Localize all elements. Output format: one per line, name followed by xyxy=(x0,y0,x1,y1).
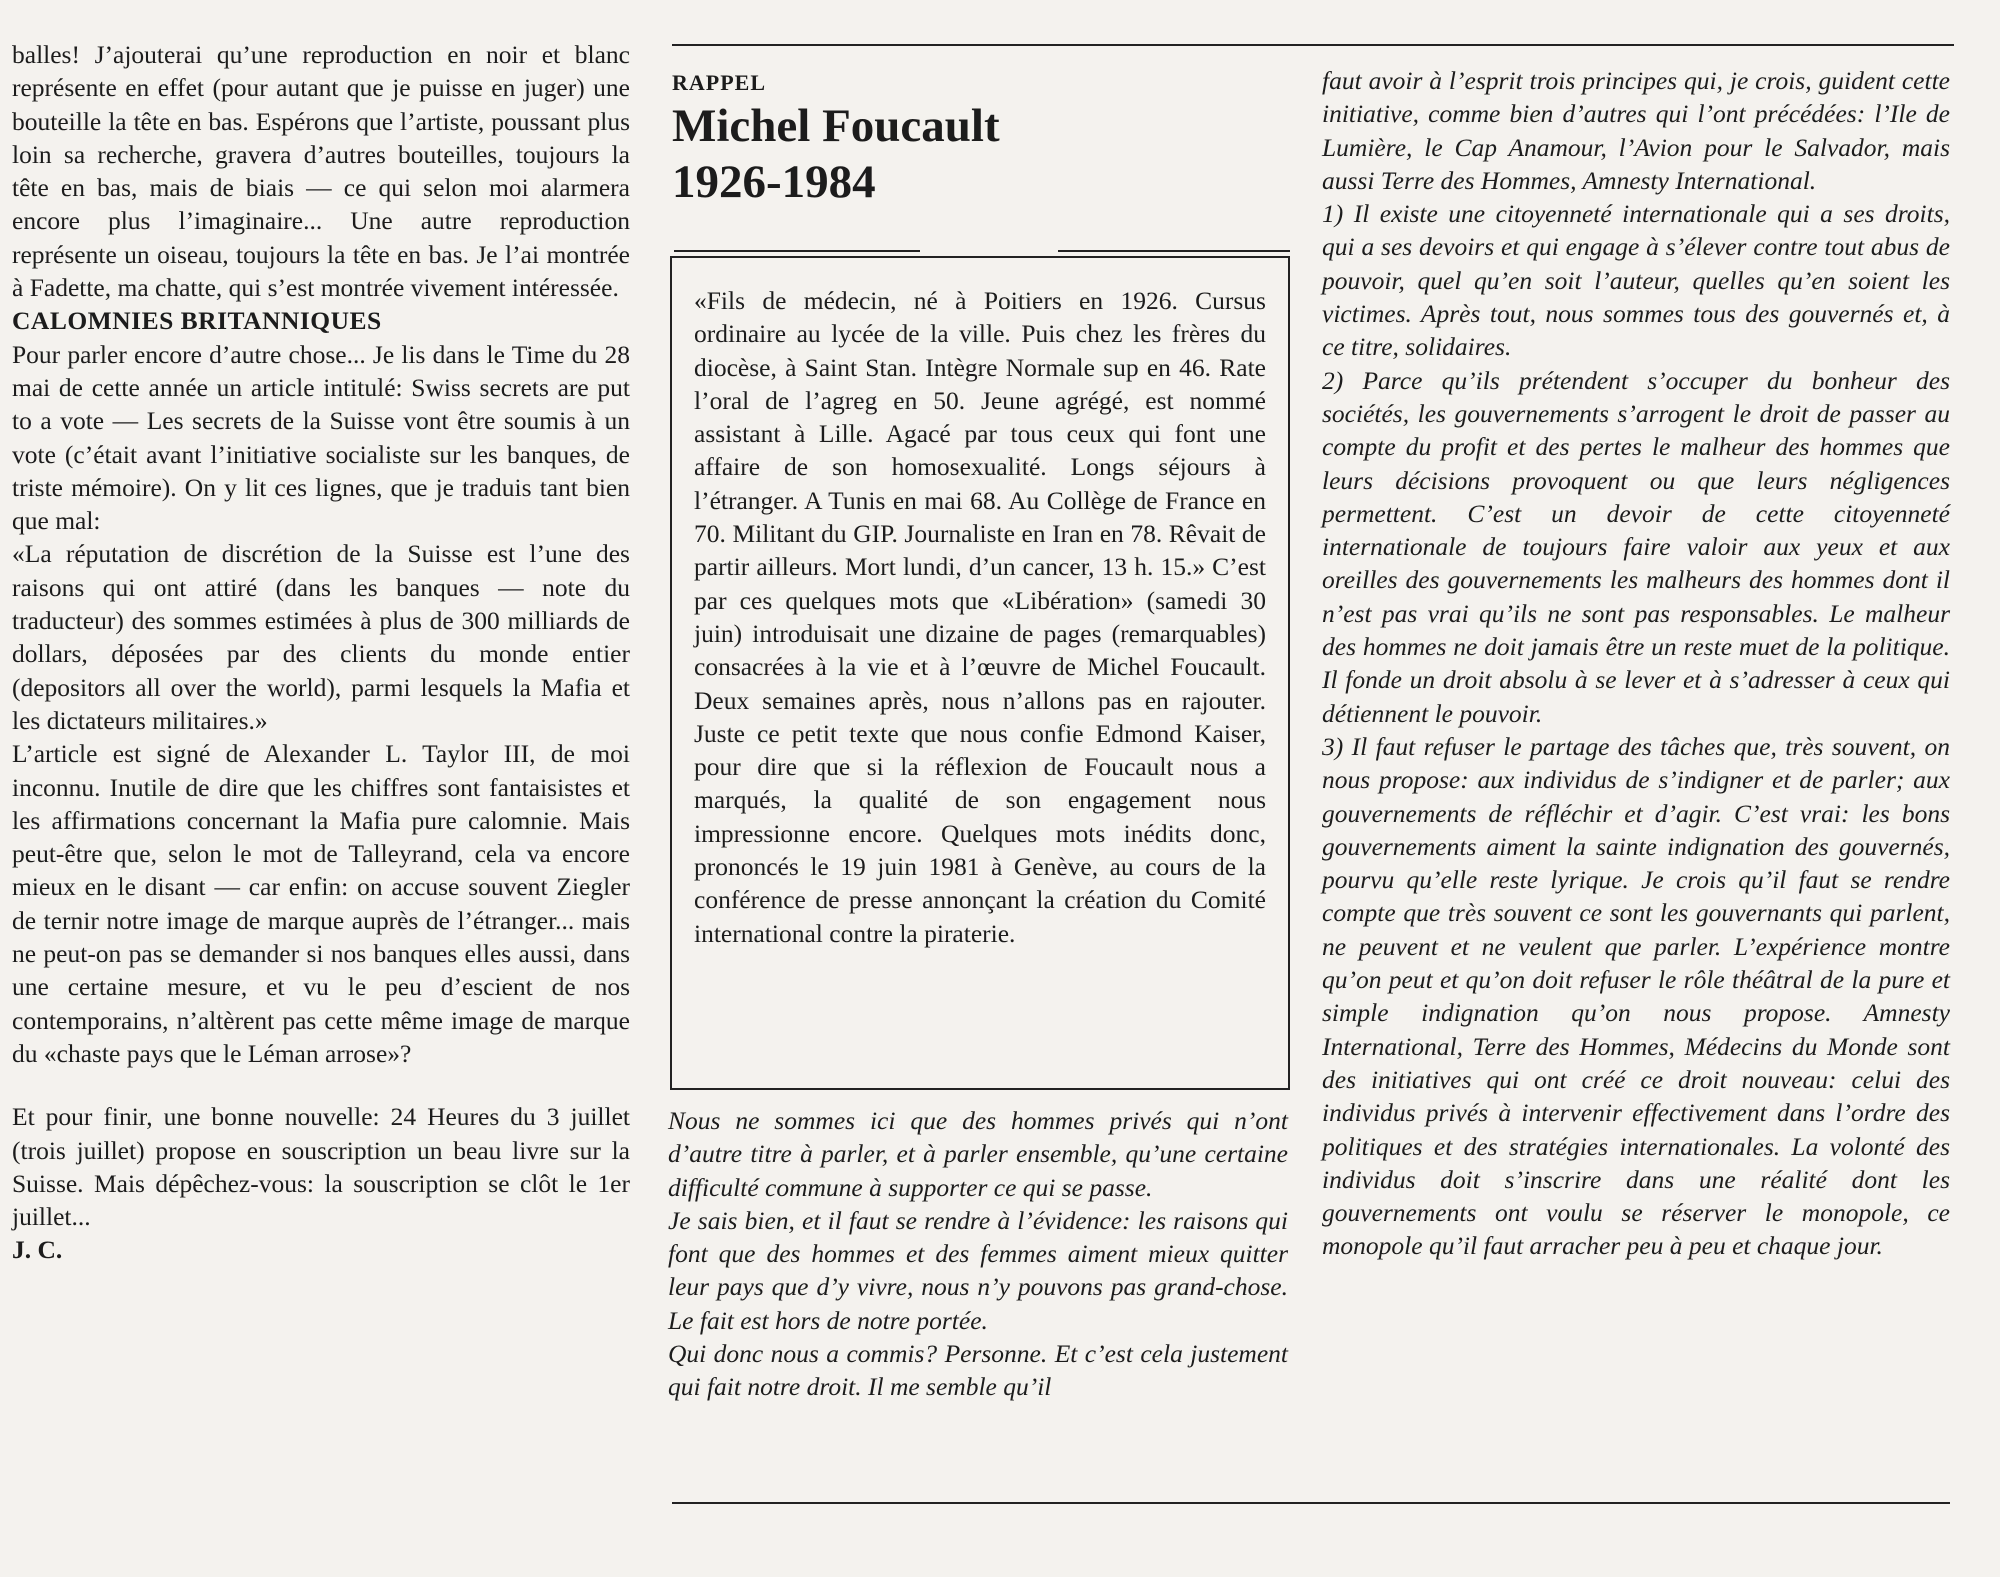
italic-paragraph-2: Je sais bien, et il faut se rendre à l’évidence: les raisons qui font que des hommes et des femmes aiment mieux quitter leur pays que d’y vivre, nous n’y pouvons pas grand-chose. Le fait est hors de notre portée. xyxy=(668,1205,1288,1335)
left-column xyxy=(12,38,630,1267)
quote-box xyxy=(670,256,1290,1090)
kicker: RAPPEL xyxy=(672,70,766,95)
box-top-rule-left xyxy=(674,250,920,252)
page-title xyxy=(672,98,1000,210)
paragraph-time: Pour parler encore d’autre chose... Je lis dans le Time du 28 mai de cette année un article intitulé: Swiss secrets are put to a vote — Les secrets de la Suisse vont être soumis à un vote (c’était avant l’initiative socialiste sur les banques, de triste mémoire). On y lit ces lignes, que je traduis tant bien que mal: xyxy=(12,339,630,536)
box-bottom-rule-right xyxy=(1058,1088,1290,1090)
principle-one: 1) Il existe une citoyenneté internationale qui a ses droits, qui a ses devoirs et qui engage à s’élever contre tout abus de pouvoir, quel qu’en soit l’auteur, quelles qu’en soient les victimes. Après tout, nous sommes tous des gouvernés et, à ce titre, solidaires. xyxy=(1322,199,1950,362)
bottom-rule xyxy=(672,1502,1950,1504)
principle-two: 2) Parce qu’ils prétendent s’occuper du bonheur des sociétés, les gouvernements s’arrogent le droit de passer au compte du profit et des pertes le malheur des hommes que leurs décisions provoquent ou que leurs négligences permettent. C’est un devoir de cette citoyenneté internationale de toujours faire valoir aux yeux et aux oreilles des gouvernements les malheurs des hommes dont il n’est pas vrai qu’ils ne sont pas responsables. Le malheur des hommes ne doit jamais être un reste muet de la politique. Il fonde un droit absolu à se lever et à s’adresser à ceux qui détiennent le pouvoir. xyxy=(1322,365,1950,728)
paragraph-final: Et pour finir, une bonne nouvelle: 24 Heures du 3 juillet (trois juillet) propose en souscription un beau livre sur la Suisse. Mais dépêchez-vous: la souscription se clôt le 1er juillet... xyxy=(12,1102,630,1232)
paragraph-article: L’article est signé de Alexander L. Taylor III, de moi inconnu. Inutile de dire que les chiffres sont fantaisistes et les affirmations concernant la Mafia pure calomnie. Mais peut-être que, selon le mot de Talleyrand, cela va encore mieux en le disant — car enfin: on accuse souvent Ziegler de ternir notre image de marque auprès de l’étranger... mais ne peut-on pas se demander si nos banques elles aussi, dans une certaine mesure, et vu le peu d’escient de nos contemporains, n’altèrent pas cette même image de marque du «chaste pays que le Léman arrose»? xyxy=(12,739,630,1068)
title-dates: 1926-1984 xyxy=(672,156,876,208)
box-top-rule-right xyxy=(1058,250,1290,252)
section-title: CALOMNIES BRITANNIQUES xyxy=(12,306,382,336)
signature: J. C. xyxy=(12,1235,63,1265)
top-rule xyxy=(672,44,1954,46)
title-name: Michel Foucault xyxy=(672,100,1000,152)
principle-three: 3) Il faut refuser le partage des tâches que, très souvent, on nous propose: aux individus de s’indigner et de parler; aux gouvernements de réfléchir et d’agir. C’est vrai: les bons gouvernements aiment la sainte indignation des gouvernés, pourvu qu’elle reste lyrique. Je crois qu’il faut se rendre compte que très souvent ce sont les gouvernants qui parlent, ne peuvent et ne veulent que parler. L’expérience montre qu’on peut et qu’on doit refuser le rôle théâtral de la pure et simple indignation qu’on nous propose. Amnesty International, Terre des Hommes, Médecins du Monde sont des initiatives qui ont créé ce droit nouveau: celui des individus privés à intervenir effectivement dans l’ordre des politiques et des stratégies internationales. La volonté des individus doit s’inscrire dans une réalité dont les gouvernements ont voulu se réserver le monopole, ce monopole qu’il faut arracher peu à peu et chaque jour. xyxy=(1322,731,1950,1261)
right-intro: faut avoir à l’esprit trois principes qui, je crois, guident cette initiative, comme bien d’autres qui l’ont précédées: l’Ile de Lumière, le Cap Anamour, l’Avion pour le Salvador, mais aussi Terre des Hommes, Amnesty International. xyxy=(1322,66,1950,195)
box-text: «Fils de médecin, né à Poitiers en 1926. Cursus ordinaire au lycée de la ville. Puis chez les frères du diocèse, à Saint Stan. Intègre Normale sup en 46. Rate l’oral de l’agreg en 50. Jeune agrégé, est nommé assistant à Lille. Agacé par tous ceux qui font une affaire de son homosexualité. Longs séjours à l’étranger. A Tunis en mai 68. Au Collège de France en 70. Militant du GIP. Journaliste en Iran en 78. Rêvait de partir ailleurs. Mort lundi, d’un cancer, 13 h. 15.» C’est par ces quelques mots que «Libération» (samedi 30 juin) introduisait une dizaine de pages (remarquables) consacrées à la vie et à l’œuvre de Michel Foucault. Deux semaines après, nous n’allons pas en rajouter. Juste ce petit texte que nous confie Edmond Kaiser, pour dire que si la réflexion de Foucault nous a marqués, la qualité de son engagement nous impressionne encore. Quelques mots inédits donc, prononcés le 19 juin 1981 à Genève, au cours de la conférence de presse annonçant la création du Comité international contre la piraterie. xyxy=(694,286,1266,948)
box-bottom-rule-left xyxy=(674,1088,920,1090)
intro-paragraph: balles! J’ajouterai qu’une reproduction en noir et blanc représente en effet (pour autant que je puisse en juger) une bouteille la tête en bas. Espérons que l’artiste, poussant plus loin sa recherche, gravera d’autres bouteilles, toujours la tête en bas, mais de biais — ce qui selon moi alarmera encore plus l’imaginaire... Une autre reproduction représente un oiseau, toujours la tête en bas. Je l’ai montrée à Fadette, ma chatte, qui s’est montrée vivement intéressée. xyxy=(12,40,630,303)
italic-paragraph-3: Qui donc nous a commis? Personne. Et c’est cela justement qui fait notre droit. Il me semble qu’il xyxy=(668,1339,1288,1402)
right-column xyxy=(1322,64,1950,1263)
italic-paragraph-1: Nous ne sommes ici que des hommes privés qui n’ont d’autre titre à parler, et à parler ensemble, qu’une certaine difficulté commune à supporter ce qui se passe. xyxy=(668,1106,1288,1202)
middle-italic-text xyxy=(668,1104,1288,1404)
paragraph-quote: «La réputation de discrétion de la Suisse est l’une des raisons qui ont attiré (dans les banques — note du traducteur) des sommes estimées à plus de 300 milliards de dollars, déposées par des clients du monde entier (depositors all over the world), parmi lesquels la Mafia et les dictateurs militaires.» xyxy=(12,539,630,735)
